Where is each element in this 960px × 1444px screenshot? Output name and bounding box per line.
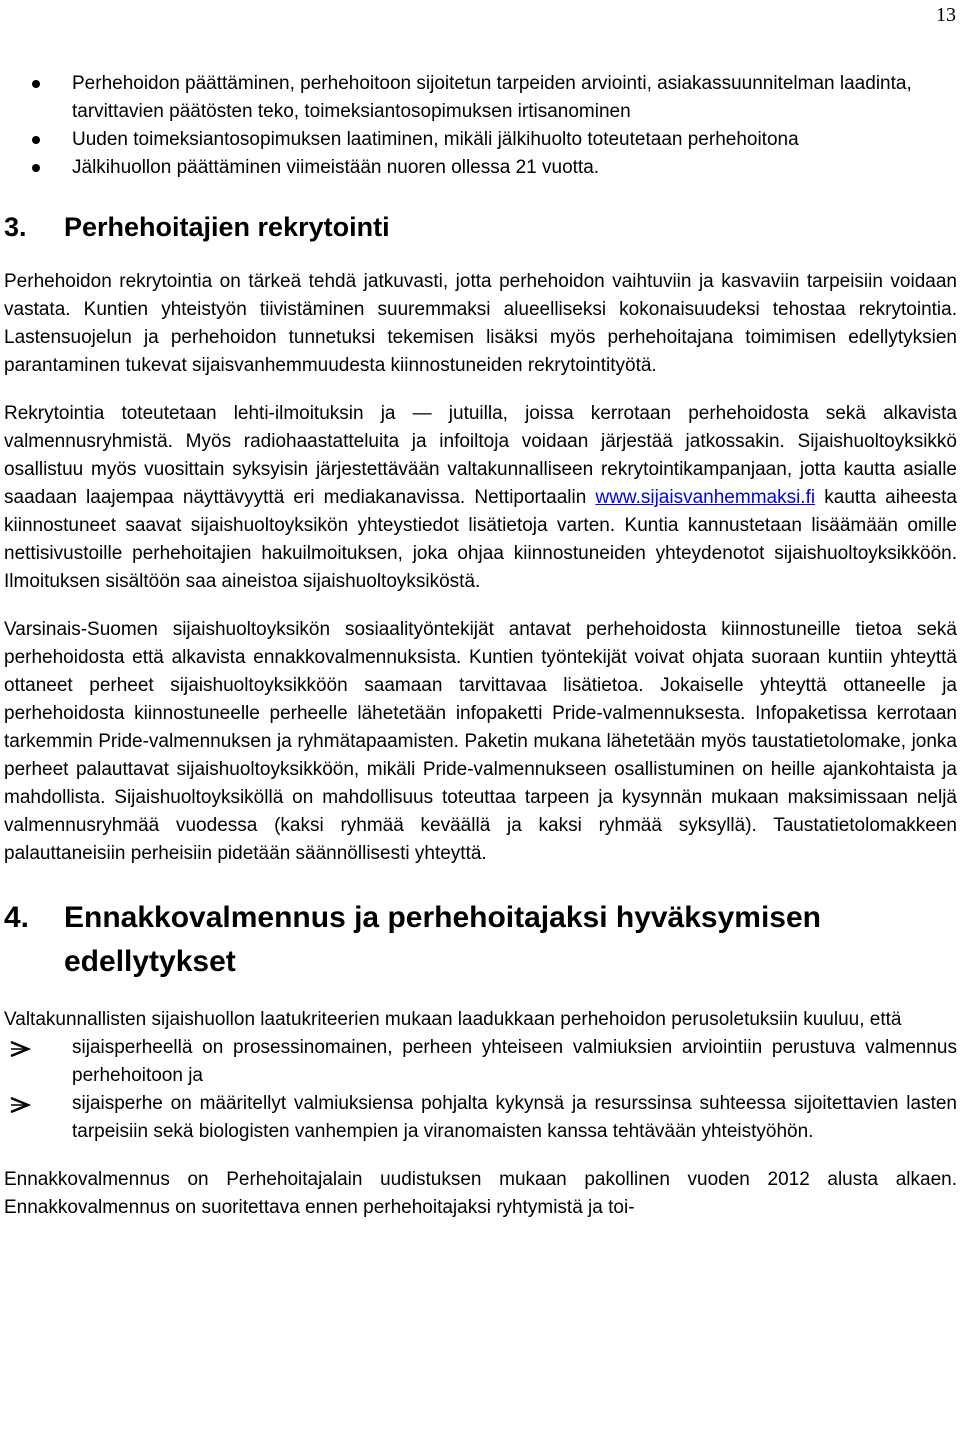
section-number: 4. [4,901,30,934]
section-number: 3. [4,212,27,242]
section-4-heading [4,896,957,984]
list-item: Perhehoidon päättäminen, perhehoitoon sijoitetun tarpeiden arviointi, asiakassuunnitelman laadinta, tarvittavien päätösten teko, toimeksiantosopimuksen irtisanominen [4,70,957,126]
list-item: Jälkihuollon päättäminen viimeistään nuoren ollessa 21 vuotta. [4,154,957,182]
document-body [4,70,957,1222]
paragraph: Ennakkovalmennus on Perhehoitajalain uudistuksen mukaan pakollinen vuoden 2012 alusta alkaen. Ennakkovalmennus on suoritettava ennen perhehoitajaksi ryhtymistä ja toi- [4,1169,957,1218]
page-number: 13 [936,4,956,26]
bullet-icon [32,136,40,144]
list-item: sijaisperheellä on prosessinomainen, perheen yhteiseen valmiuksien arviointiin perustuva valmennus perhehoitoon ja [4,1034,957,1090]
arrow-bullet-icon [8,1040,34,1058]
section-title: Ennakkovalmennus ja perhehoitajaksi hyväksymisen edellytykset [64,901,822,978]
section-title: Perhehoitajien rekrytointi [64,212,390,242]
paragraph: Valtakunnallisten sijaishuollon laatukriteerien mukaan laadukkaan perhehoidon perusoletuksiin kuuluu, että [4,1009,902,1030]
paragraph: Varsinais-Suomen sijaishuoltoyksikön sosiaalityöntekijät antavat perhehoidosta kiinnostuneille tietoa sekä perhehoidosta että alkavista ennakkovalmennuksista. Kuntien työntekijät voivat ohjata suoraan kuntiin yhteyttä ottaneet perheet sijaishuoltoyksikköön saamaan tarvittavaa lisätietoa. Jokaiselle yhteyttä ottaneelle ja perhehoidosta kiinnostuneelle perheelle lähetetään infopaketti Pride-valmennuksesta. Infopaketissa kerrotaan tarkemmin Pride-valmennuksen ja ryhmätapaamisten. Paketin mukana lähetetään myös taustatietolomake, jonka perheet palauttavat sijaishuoltoyksikköön, mikäli Pride-valmennukseen osallistuminen on heille ajankohtaista ja mahdollista. Sijaishuoltoyksiköllä on mahdollisuus toteuttaa tarpeen ja kysynnän mukaan maksimissaan neljä valmennusryhmää vuodessa (kaksi ryhmää keväällä ja kaksi ryhmää syksyllä). Taustatietolomakkeen palauttaneisiin perheisiin pidetään säännöllisesti yhteyttä. [4,619,957,864]
sijaisvanhemmaksi-link[interactable]: www.sijaisvanhemmaksi.fi [595,487,816,508]
list-item: sijaisperhe on määritellyt valmiuksiensa pohjalta kykynsä ja resurssinsa suhteessa sijoitettavien lasten tarpeisiin sekä biologisten vanhempien ja viranomaisten kanssa tehtävään yhteistyöhön. [4,1090,957,1146]
bullet-icon [32,80,40,88]
paragraph: Rekrytointia toteutetaan lehti-ilmoituksin ja — jutuilla, joissa kerrotaan perhehoidosta sekä alkavista valmennusryhmistä. Myös radiohaastatteluita ja infoiltoja voidaan järjestää jatkossakin. Sijaishuoltoyksikkö osallistuu myös vuosittain syksyisin järjestettävään valtakunnalliseen rekrytointikampanjaan, jotta kautta asialle saadaan laajempaa näyttävyyttä eri mediakanavissa. Nettiportaalin www.sijaisvanhemmaksi.fi kautta aiheesta kiinnostuneet saavat sijaishuoltoyksikön yhteystiedot lisätietoja varten. Kuntia kannustetaan lisäämään omille nettisivustoille perhehoitajien hakuilmoituksen, joka ohjaa kiinnostuneiden yhteydenotot sijaishuoltoyksikköön. Ilmoituksen sisältöön saa aineistoa sijaishuoltoyksiköstä. [4,403,957,592]
arrow-list [4,1034,957,1146]
bullet-list [4,70,957,182]
arrow-bullet-icon [8,1096,34,1114]
paragraph: Perhehoidon rekrytointia on tärkeä tehdä jatkuvasti, jotta perhehoidon vaihtuviin ja kasvaviin tarpeisiin voidaan vastata. Kuntien yhteistyön tiivistäminen suuremmaksi alueelliseksi kokonaisuudeksi tehostaa rekrytointia. Lastensuojelun ja perhehoidon tunnetuksi tekemisen lisäksi myös perhehoitajana toimimisen edellytyksien parantaminen tukevat sijaisvanhemmuudesta kiinnostuneiden rekrytointityötä. [4,271,957,376]
list-item: Uuden toimeksiantosopimuksen laatiminen, mikäli jälkihuolto toteutetaan perhehoitona [4,126,957,154]
bullet-icon [32,164,40,172]
section-3-heading [4,210,957,244]
